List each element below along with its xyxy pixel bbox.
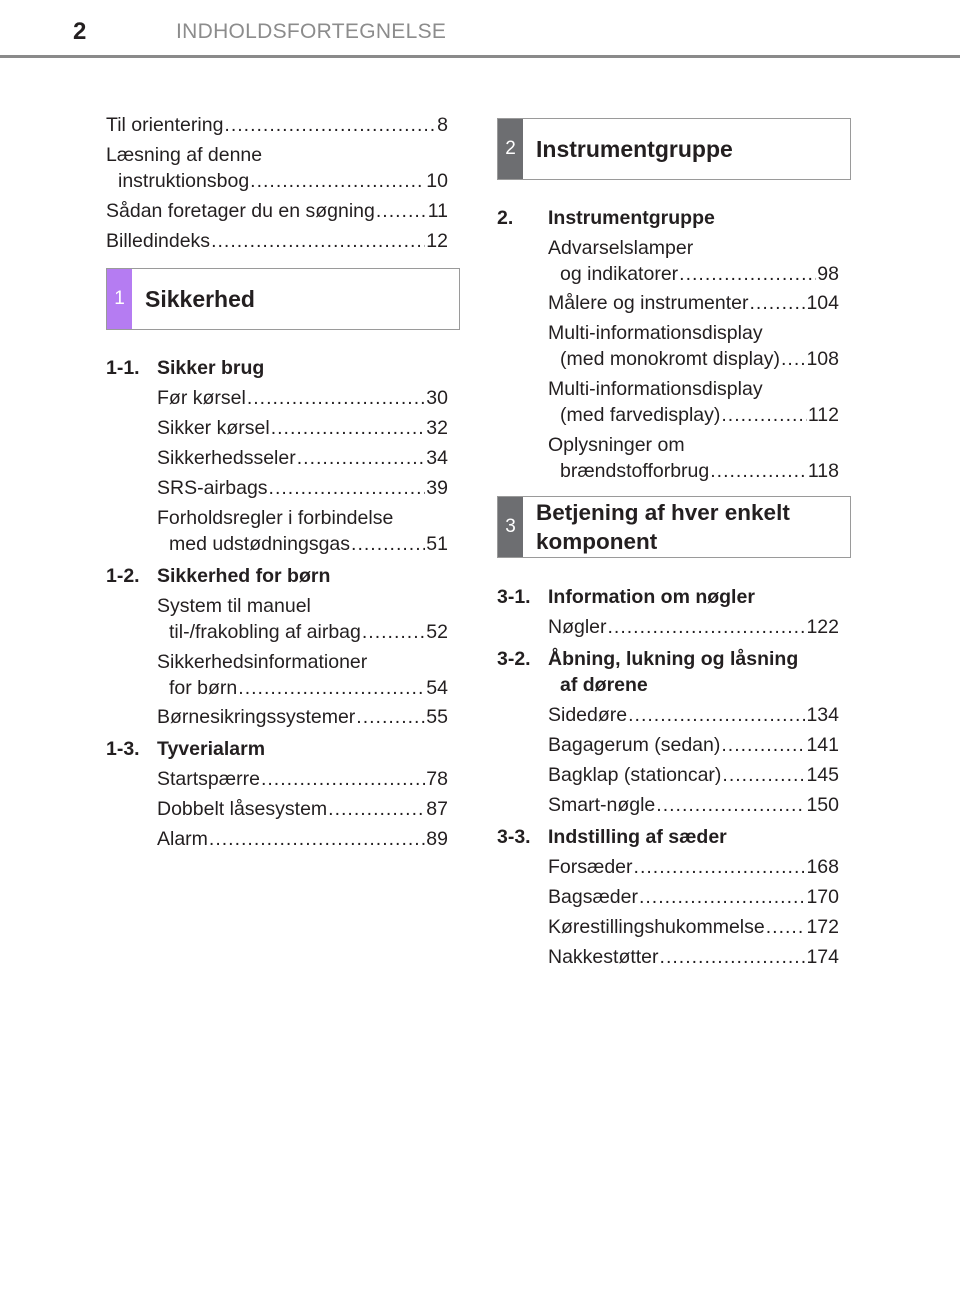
entry-text: Oplysninger om — [548, 434, 685, 456]
toc-entry[interactable] — [157, 475, 448, 501]
entry-text: Børnesikringssystemer — [157, 706, 356, 728]
page-number: 2 — [73, 18, 87, 45]
entry-page: 112 — [807, 404, 839, 426]
header-rule — [0, 55, 960, 58]
toc-entry[interactable] — [548, 762, 839, 788]
chapter-title: Åbning, lukning og låsning — [548, 648, 799, 670]
chapter-title: Sikker brug — [157, 357, 265, 379]
entry-page: 55 — [426, 706, 448, 728]
entry-text: Smart-nøgle — [548, 794, 656, 816]
toc-entry[interactable] — [548, 884, 839, 910]
toc-entry[interactable] — [548, 320, 839, 372]
toc-entry[interactable] — [548, 792, 839, 818]
chapter-title: Sikkerhed for børn — [157, 565, 331, 587]
toc-entry[interactable] — [548, 235, 839, 287]
section-number-tab: 3 — [498, 497, 523, 557]
section-title-line: komponent — [536, 529, 658, 554]
toc-entry[interactable] — [157, 796, 448, 822]
section-title: Instrumentgruppe — [536, 135, 733, 162]
chapter-title: Indstilling af sæder — [548, 826, 727, 848]
entry-page: 170 — [806, 886, 839, 908]
chapter-title: af dørene — [560, 674, 648, 696]
entry-text: Sådan foretager du en søgning — [106, 200, 375, 222]
entry-text: Billedindeks — [106, 230, 211, 252]
entry-page: 134 — [806, 704, 839, 726]
entry-text: (med monokromt display) — [560, 348, 780, 370]
toc-entry[interactable] — [548, 290, 839, 316]
entry-text: Advarselslamper — [548, 237, 694, 259]
entry-text: Startspærre — [157, 768, 260, 790]
entry-text: Sikkerhedsinformationer — [157, 651, 368, 673]
entry-text: til-/frakobling af airbag — [169, 621, 361, 643]
entry-text: Dobbelt låsesystem — [157, 798, 328, 820]
section-title — [536, 497, 836, 557]
entry-page: 11 — [427, 200, 448, 222]
entry-page: 104 — [806, 292, 839, 314]
entry-text: Målere og instrumenter — [548, 292, 749, 314]
chapter-heading[interactable] — [497, 584, 755, 610]
entry-text: Til orientering — [106, 114, 224, 136]
entry-page: 108 — [806, 348, 839, 370]
entry-page: 118 — [807, 460, 839, 482]
toc-entry[interactable] — [157, 445, 448, 471]
entry-text: Læsning af denne — [106, 144, 263, 166]
toc-entry[interactable] — [106, 228, 448, 254]
entry-text: Multi-informationsdisplay — [548, 378, 763, 400]
entry-text: med udstødningsgas — [169, 533, 351, 555]
chapter-heading[interactable] — [497, 824, 727, 850]
entry-page: 150 — [806, 794, 839, 816]
entry-text: Bagagerum (sedan) — [548, 734, 721, 756]
chapter-number: 3-3. — [497, 826, 531, 848]
toc-entry[interactable] — [157, 385, 448, 411]
toc-entry[interactable] — [106, 112, 448, 138]
toc-entry[interactable] — [548, 702, 839, 728]
toc-entry[interactable] — [548, 854, 839, 880]
entry-page: 141 — [806, 734, 839, 756]
entry-page: 52 — [426, 621, 448, 643]
chapter-number: 1-2. — [106, 565, 140, 587]
entry-text: brændstofforbrug — [560, 460, 710, 482]
entry-text: Nakkestøtter — [548, 946, 659, 968]
entry-text: Sikker kørsel — [157, 417, 270, 439]
entry-page: 39 — [426, 477, 448, 499]
entry-page: 87 — [426, 798, 448, 820]
entry-page: 10 — [426, 170, 448, 192]
toc-entry[interactable] — [157, 415, 448, 441]
toc-entry[interactable] — [548, 732, 839, 758]
entry-page: 172 — [806, 916, 839, 938]
chapter-title: Tyverialarm — [157, 738, 266, 760]
toc-entry[interactable] — [548, 376, 839, 428]
entry-page: 145 — [806, 764, 839, 786]
chapter-heading[interactable] — [106, 736, 265, 762]
page-header — [0, 0, 960, 58]
toc-entry[interactable] — [106, 142, 448, 194]
section-number-tab: 2 — [498, 119, 523, 179]
entry-text: Kørestillingshukommelse — [548, 916, 765, 938]
entry-page: 98 — [817, 263, 839, 285]
entry-page: 168 — [806, 856, 839, 878]
toc-entry[interactable] — [548, 614, 839, 640]
entry-text: Bagklap (stationcar) — [548, 764, 722, 786]
entry-text: og indikatorer — [560, 263, 679, 285]
entry-page: 174 — [806, 946, 839, 968]
entry-text: System til manuel — [157, 595, 311, 617]
chapter-number: 2. — [497, 207, 514, 229]
entry-page: 12 — [426, 230, 448, 252]
entry-page: 122 — [806, 616, 839, 638]
section-title: Sikkerhed — [145, 285, 255, 312]
chapter-heading[interactable] — [106, 563, 330, 589]
section-number-tab: 1 — [107, 269, 132, 329]
chapter-heading[interactable] — [497, 646, 798, 698]
entry-text: Alarm — [157, 828, 208, 850]
header-title: INDHOLDSFORTEGNELSE — [176, 20, 447, 43]
entry-page: 34 — [426, 447, 448, 469]
entry-page: 54 — [426, 677, 448, 699]
entry-text: (med farvedisplay) — [560, 404, 721, 426]
toc-entry[interactable] — [157, 826, 448, 852]
toc-entry[interactable] — [548, 432, 839, 484]
entry-text: Sikkerhedsseler — [157, 447, 296, 469]
entry-text: Forsæder — [548, 856, 633, 878]
entry-text: Bagsæder — [548, 886, 638, 908]
entry-text: for børn — [169, 677, 238, 699]
chapter-title: Instrumentgruppe — [548, 207, 715, 229]
entry-text: Nøgler — [548, 616, 607, 638]
chapter-number: 1-3. — [106, 738, 140, 760]
entry-page: 32 — [426, 417, 448, 439]
entry-text: Sidedøre — [548, 704, 628, 726]
toc-entry[interactable] — [157, 766, 448, 792]
entry-page: 8 — [437, 114, 448, 136]
toc-entry[interactable] — [157, 505, 448, 557]
section-header-2[interactable] — [497, 118, 851, 180]
section-header-1[interactable] — [106, 268, 460, 330]
chapter-heading[interactable] — [106, 355, 264, 381]
entry-text: instruktionsbog — [118, 170, 250, 192]
toc-entry[interactable] — [157, 593, 448, 645]
chapter-number: 3-1. — [497, 586, 531, 608]
entry-text: Multi-informationsdisplay — [548, 322, 763, 344]
toc-entry[interactable] — [548, 944, 839, 970]
entry-text: Før kørsel — [157, 387, 246, 409]
entry-text: SRS-airbags — [157, 477, 268, 499]
toc-entry[interactable] — [106, 198, 448, 224]
toc-entry[interactable] — [548, 914, 839, 940]
toc-entry[interactable] — [157, 704, 448, 730]
chapter-number: 3-2. — [497, 648, 531, 670]
entry-page: 30 — [426, 387, 448, 409]
chapter-heading[interactable] — [497, 205, 715, 231]
chapter-number: 1-1. — [106, 357, 140, 379]
entry-page: 89 — [426, 828, 448, 850]
entry-text: Forholdsregler i forbindelse — [157, 507, 394, 529]
entry-page: 51 — [426, 533, 448, 555]
section-header-3[interactable] — [497, 496, 851, 558]
section-title-line: Betjening af hver enkelt — [536, 500, 790, 525]
toc-entry[interactable] — [157, 649, 448, 701]
entry-page: 78 — [426, 768, 448, 790]
chapter-title: Information om nøgler — [548, 586, 755, 608]
